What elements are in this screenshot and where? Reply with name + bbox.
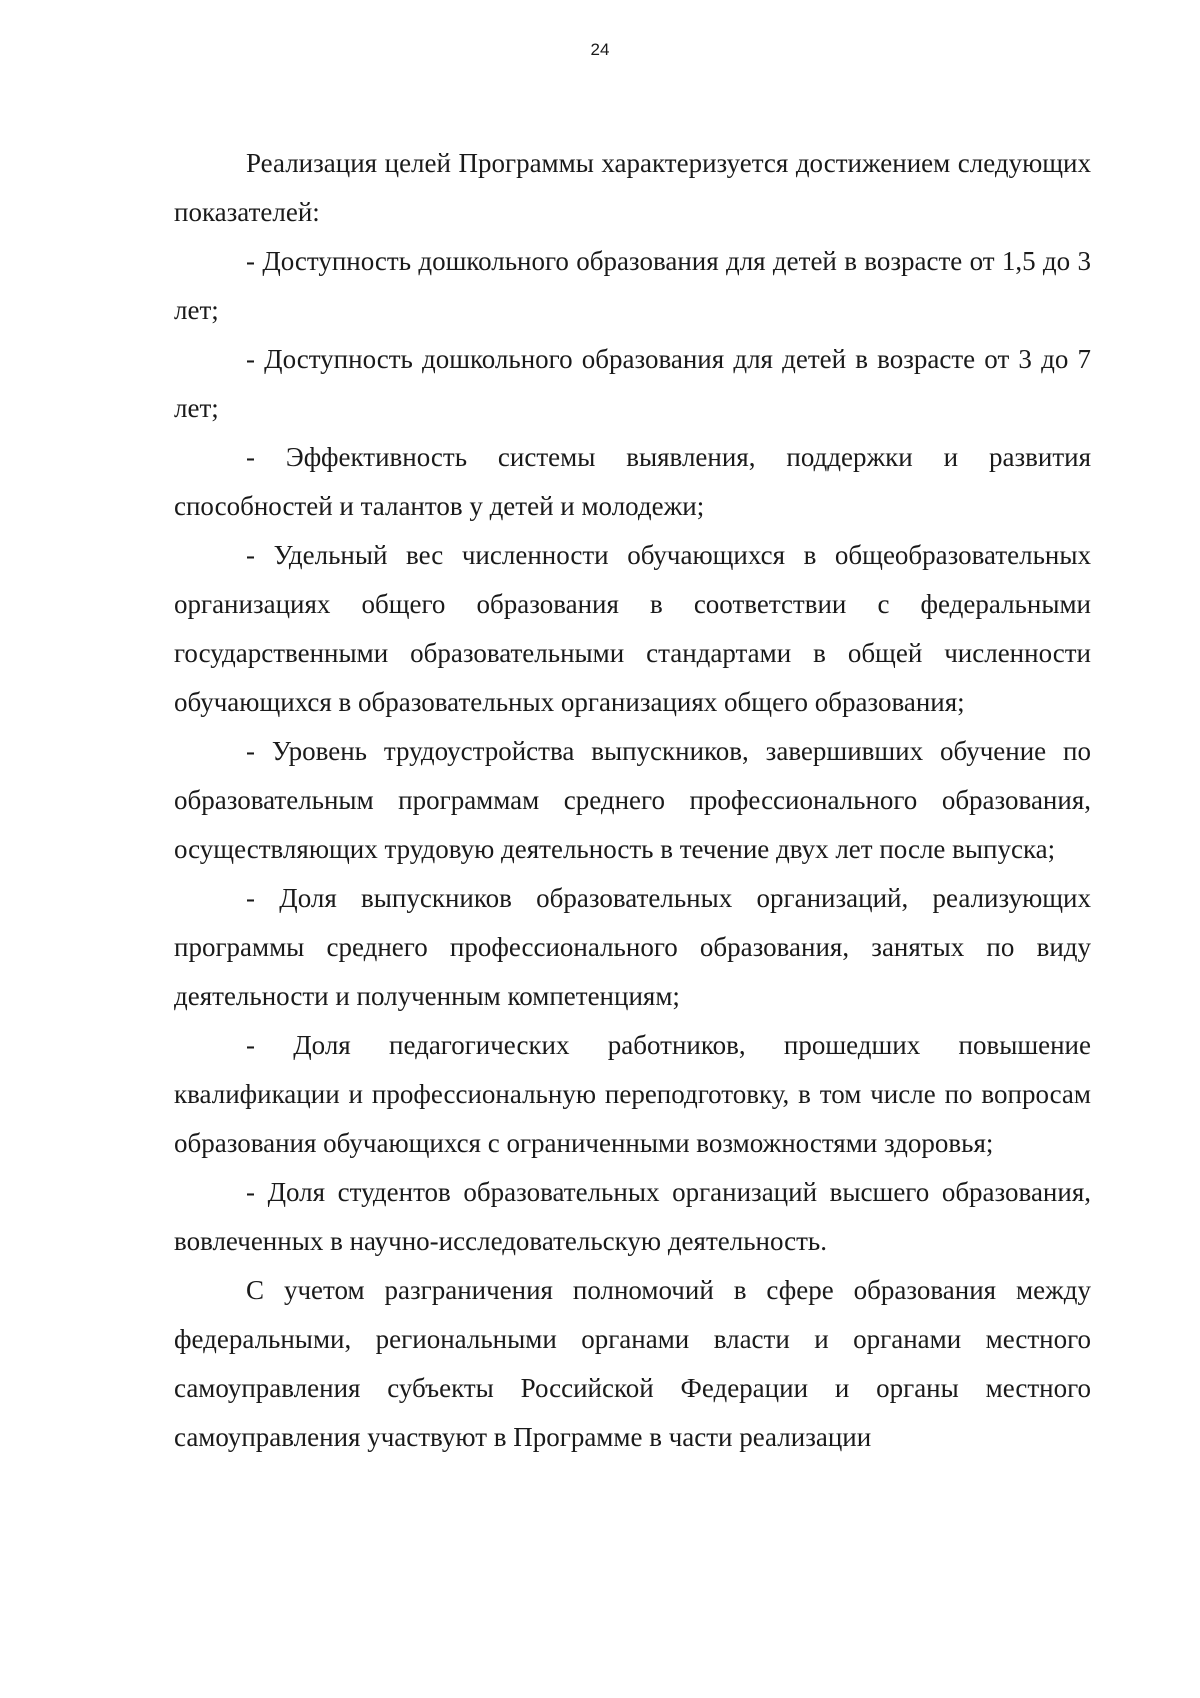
list-item-preschool-1-5-to-3: - Доступность дошкольного образования для детей в возрасте от 1,5 до 3 лет; (174, 246, 1091, 325)
list-item-student-research: - Доля студентов образовательных организаций высшего образования, вовлеченных в научно-исследовательскую деятельность. (174, 1177, 1091, 1256)
list-item-preschool-3-to-7: - Доступность дошкольного образования для детей в возрасте от 3 до 7 лет; (174, 344, 1091, 423)
paragraph-authority-division: С учетом разграничения полномочий в сфере образования между федеральными, региональными органами власти и органами местного самоуправления субъекты Российской Федерации и органы местного самоуправления участвуют в Программе в части реализации (174, 1275, 1091, 1452)
paragraph-intro: Реализация целей Программы характеризуется достижением следующих показателей: (174, 148, 1091, 227)
list-item-teacher-training: - Доля педагогических работников, прошедших повышение квалификации и профессиональную переподготовку, в том числе по вопросам образования обучающихся с ограниченными возможностями здоровья; (174, 1030, 1091, 1158)
document-body (174, 139, 1091, 1462)
list-item-fgos-share: - Удельный вес численности обучающихся в общеобразовательных организациях общего образования в соответствии с федеральными государственными образовательными стандартами в общей численности обучающихся в образовательных организациях общего образования; (174, 540, 1091, 717)
list-item-graduate-employment: - Уровень трудоустройства выпускников, завершивших обучение по образовательным программам среднего профессионального образования, осуществляющих трудовую деятельность в течение двух лет после выпуска; (174, 736, 1091, 864)
page-number: 24 (590, 40, 610, 59)
list-item-talent-support: - Эффективность системы выявления, поддержки и развития способностей и талантов у детей и молодежи; (174, 442, 1091, 521)
list-item-graduate-competencies: - Доля выпускников образовательных организаций, реализующих программы среднего профессионального образования, занятых по виду деятельности и полученным компетенциям; (174, 883, 1091, 1011)
